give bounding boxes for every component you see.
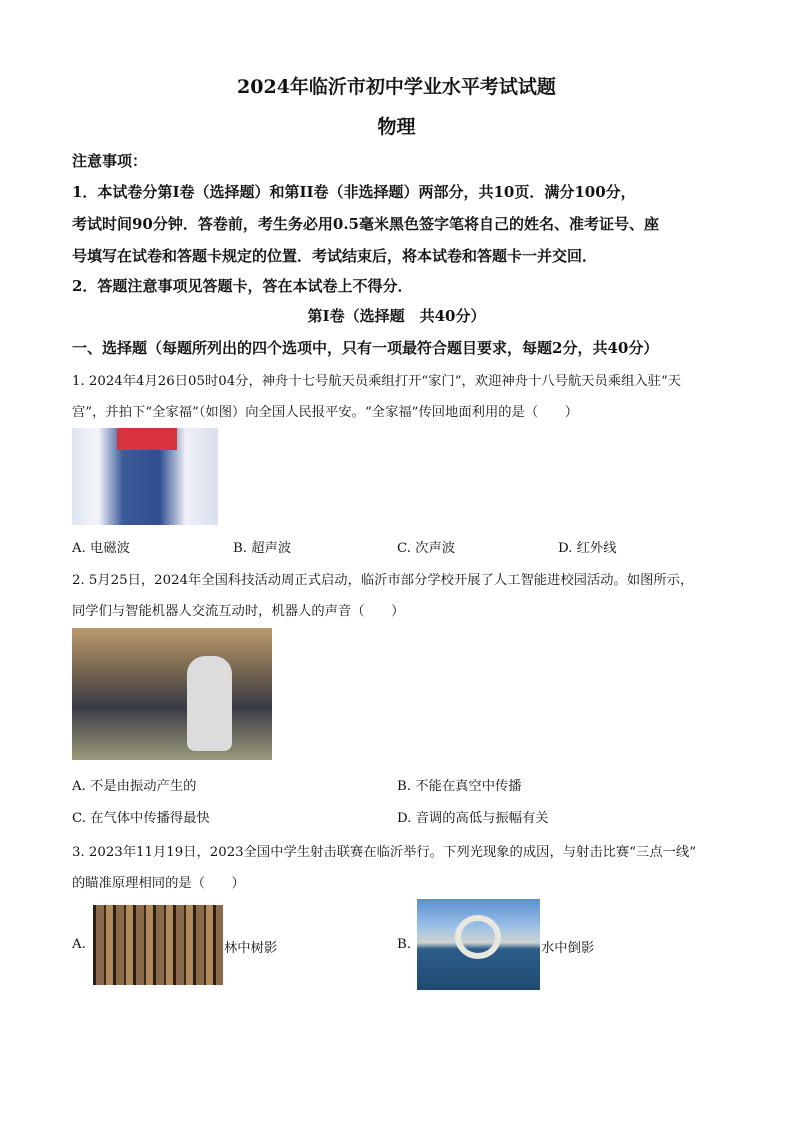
notes-line: 号填写在试卷和答题卡规定的位置．考试结束后，将本试卷和答题卡一并交回． xyxy=(72,247,598,265)
question-1-text: 1. 2024年4月26日05时04分，神舟十七号航天员乘组打开“家门”，欢迎神舟十八号航天员乘组入驻“天 xyxy=(72,374,682,389)
option-c: C. 次声波 xyxy=(397,541,456,556)
water-reflection-photo xyxy=(417,899,540,990)
notes-line: 1．本试卷分第I卷（选择题）和第II卷（非选择题）两部分，共10页．满分100分， xyxy=(72,183,636,201)
forest-shadow-photo xyxy=(93,905,223,985)
notes-line: 2．答题注意事项见答题卡，答在本试卷上不得分． xyxy=(72,277,413,295)
option-b: B. 超声波 xyxy=(233,541,292,556)
question-2-text: 同学们与智能机器人交流互动时，机器人的声音（ ） xyxy=(72,604,405,619)
option-b: B. 不能在真空中传播 xyxy=(397,779,522,794)
option-d: D. 红外线 xyxy=(558,541,617,556)
question-3-text: 的瞄准原理相同的是（ ） xyxy=(72,876,245,891)
option-d: D. 音调的高低与振幅有关 xyxy=(397,811,549,826)
part-title: 第I卷（选择题 共40分） xyxy=(307,307,486,325)
question-3-text: 3. 2023年11月19日，2023全国中学生射击联赛在临沂举行。下列光现象的成因，与射击比赛“三点一线” xyxy=(72,845,697,860)
space-station-photo xyxy=(72,428,218,525)
option-a: A. 电磁波 xyxy=(72,541,130,556)
notes-heading: 注意事项： xyxy=(72,152,148,170)
option-b-text: 水中倒影 xyxy=(541,941,595,956)
option-a: A. 不是由振动产生的 xyxy=(72,779,197,794)
option-b-label: B. xyxy=(397,937,411,952)
section-title: 一、选择题（每题所列出的四个选项中，只有一项最符合题目要求，每题2分，共40分） xyxy=(72,339,659,357)
question-2-text: 2. 5月25日，2024年全国科技活动周正式启动，临沂市部分学校开展了人工智能进校园活动。如图所示， xyxy=(72,573,694,588)
notes-line: 考试时间90分钟．答卷前，考生务必用0.5毫米黑色签字笔将自己的姓名、准考证号、座 xyxy=(72,215,659,233)
subject-title: 物理 xyxy=(377,116,416,138)
robot-classroom-photo xyxy=(72,628,272,760)
option-c: C. 在气体中传播得最快 xyxy=(72,811,210,826)
page-title: 2024年临沂市初中学业水平考试试题 xyxy=(237,76,556,98)
option-a-label: A. xyxy=(72,937,86,952)
option-a-text: 林中树影 xyxy=(224,941,278,956)
question-1-text: 宫”，并拍下“全家福”（如图）向全国人民报平安。“全家福”传回地面利用的是（ ） xyxy=(72,405,579,420)
